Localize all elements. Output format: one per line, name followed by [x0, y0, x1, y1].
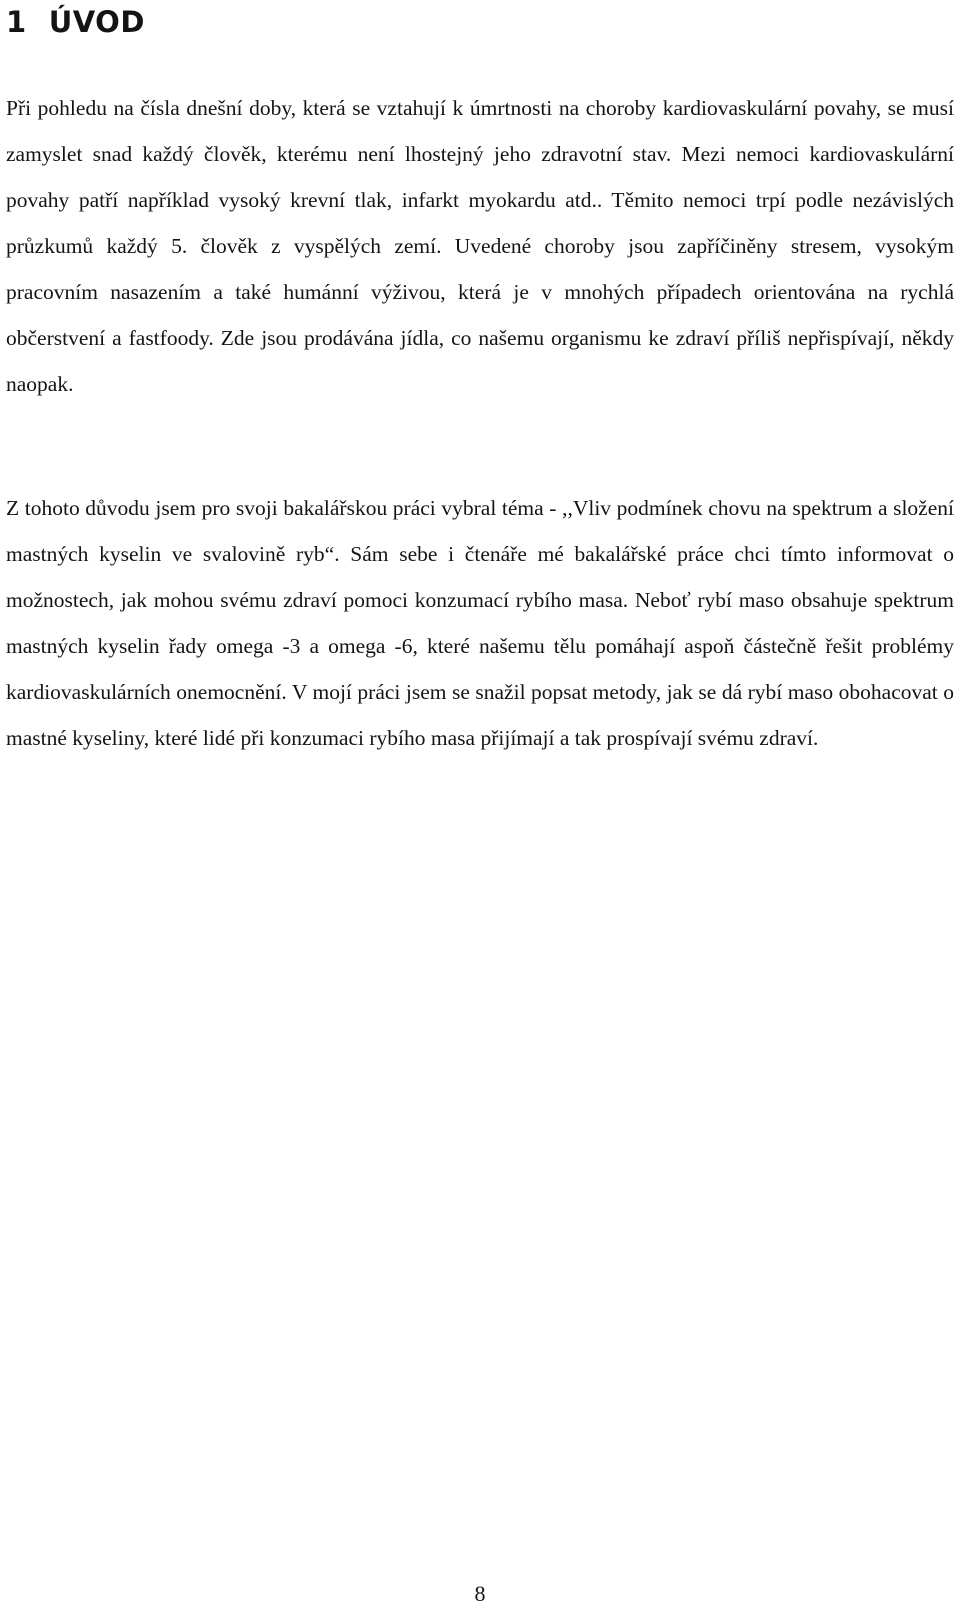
chapter-heading — [6, 0, 145, 44]
chapter-number: 1 — [6, 5, 27, 39]
paragraph-topic: Z tohoto důvodu jsem pro svoji bakalářskou práci vybral téma - ,,Vliv podmínek chovu na spektrum a složení mastných kyselin ve svalovině ryb“. Sám sebe i čtenáře mé bakalářské práce chci tímto informovat o možnostech, jak mohou svému zdraví pomoci konzumací rybího masa. Neboť rybí maso obsahuje spektrum mastných kyselin řady omega -3 a omega -6, které našemu tělu pomáhají aspoň částečně řešit problémy kardiovaskulárních onemocnění. V mojí práci jsem se snažil popsat metody, jak se dá rybí maso obohacovat o mastné kyseliny, které lidé při konzumaci rybího masa přijímají a tak prospívají svému zdraví. — [6, 496, 954, 750]
paragraph-intro: Při pohledu na čísla dnešní doby, která se vztahují k úmrtnosti na choroby kardiovaskulární povahy, se musí zamyslet snad každý člověk, kterému není lhostejný jeho zdravotní stav. Mezi nemoci kardiovaskulární povahy patří například vysoký krevní tlak, infarkt myokardu atd.. Těmito nemoci trpí podle nezávislých průzkumů každý 5. člověk z vyspělých zemí. Uvedené choroby jsou zapříčiněny stresem, vysokým pracovním nasazením a také humánní výživou, která je v mnohých případech orientována na rychlá občerstvení a fastfoody. Zde jsou prodávána jídla, co našemu organismu ke zdraví příliš nepřispívají, někdy naopak. — [6, 96, 954, 396]
page-number: 8 — [474, 1581, 486, 1606]
chapter-title: ÚVOD — [48, 5, 145, 39]
